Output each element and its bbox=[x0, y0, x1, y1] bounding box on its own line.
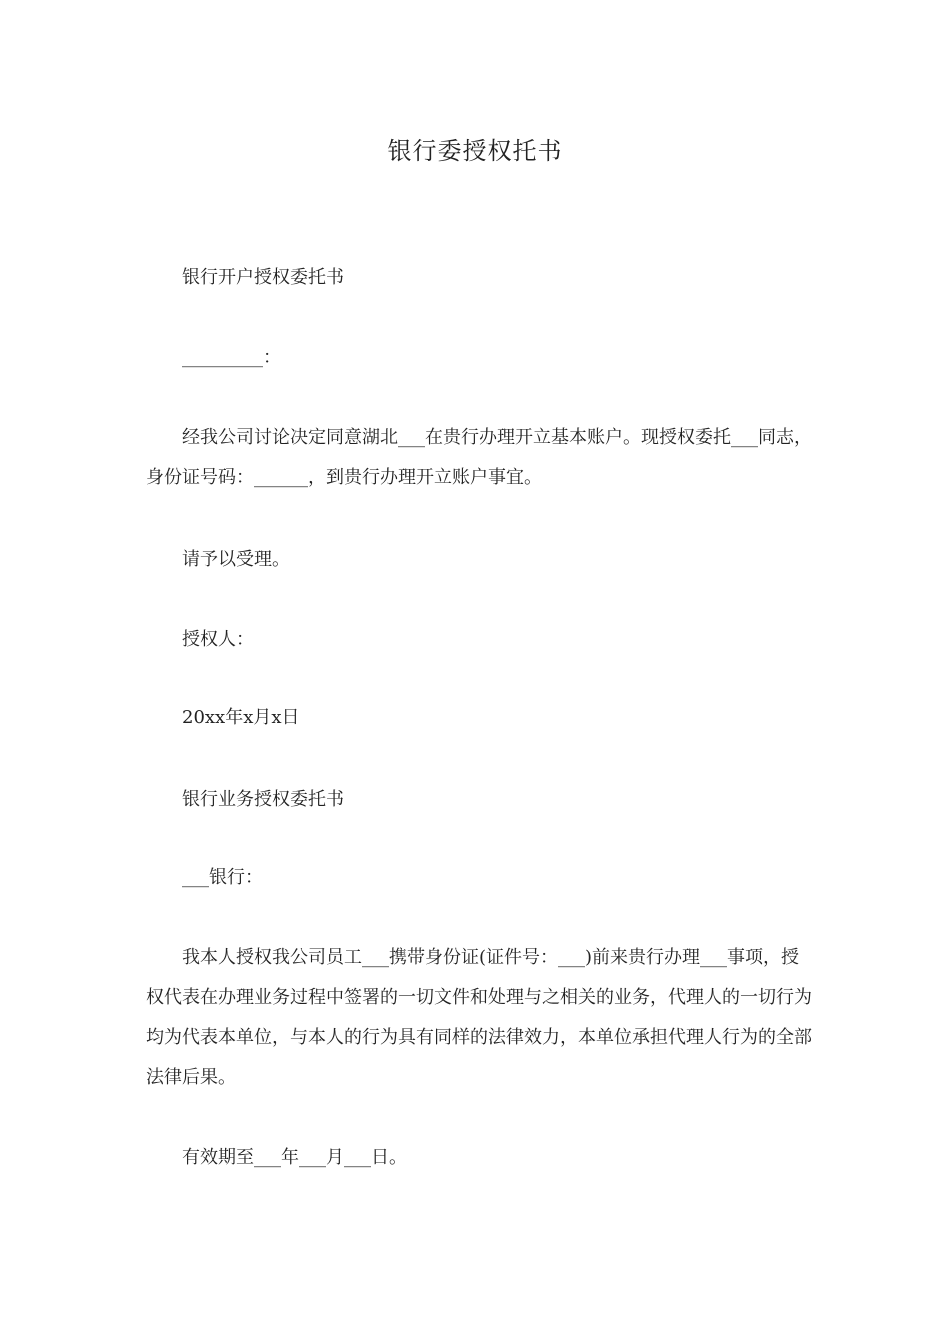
date-line: 20xx年x月x日 bbox=[182, 707, 300, 728]
authorizer-line: 授权人： bbox=[182, 629, 254, 650]
body-paragraph-account-opening: 经我公司讨论决定同意湖北___在贵行办理开立基本账户。现授权委托___同志，身份证号码：______，到贵行办理开立账户事宜。 bbox=[146, 427, 812, 488]
bank-addressee-line: ___银行： bbox=[182, 867, 263, 888]
request-line: 请予以受理。 bbox=[182, 549, 290, 570]
validity-line: 有效期至___年___月___日。 bbox=[182, 1147, 407, 1168]
addressee-line: _________： bbox=[182, 347, 281, 368]
section-heading-account-opening: 银行开户授权委托书 bbox=[182, 267, 344, 288]
body-paragraph-business: 我本人授权我公司员工___携带身份证(证件号：___)前来贵行办理___事项，授权代表在办理业务过程中签署的一切文件和处理与之相关的业务，代理人的一切行为均为代表本单位，与本人的行为具有同样的法律效力，本单位承担代理人行为的全部法律后果。 bbox=[146, 947, 812, 1088]
document-title: 银行委授权托书 bbox=[387, 137, 563, 165]
section-heading-business: 银行业务授权委托书 bbox=[182, 789, 344, 810]
